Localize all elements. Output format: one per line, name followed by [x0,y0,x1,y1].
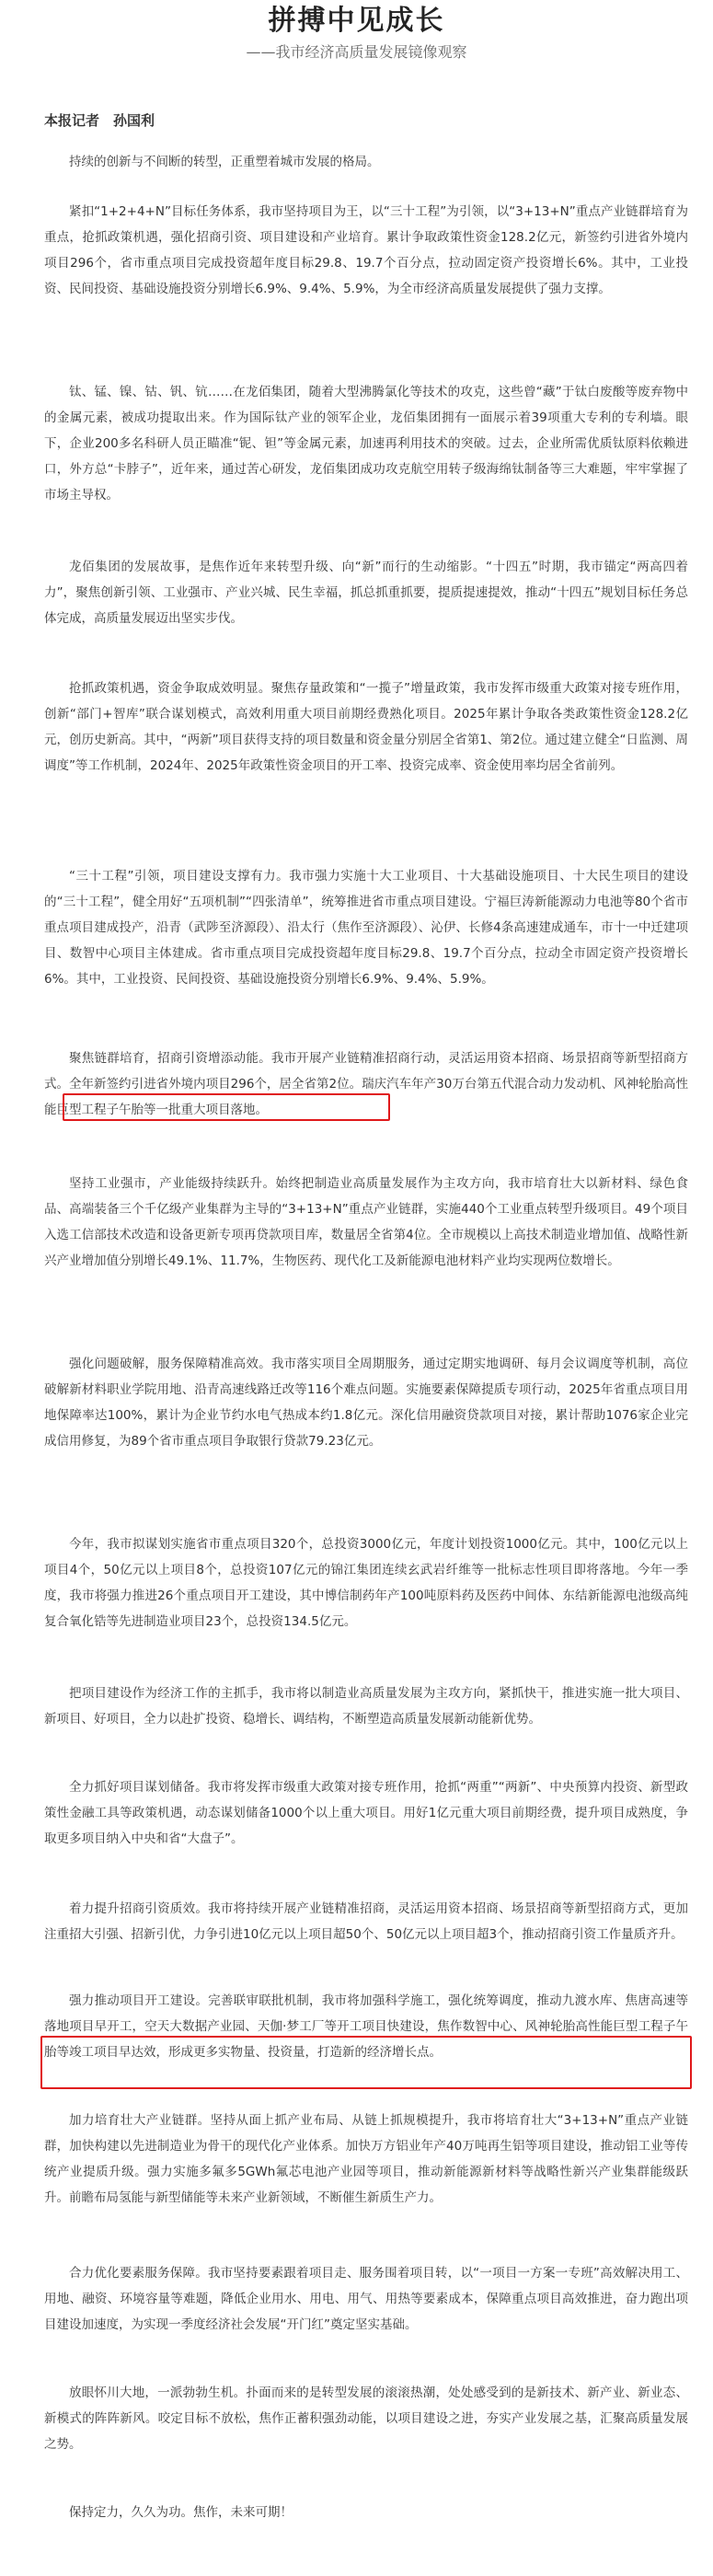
paragraph-12: 全力抓好项目谋划储备。我市将发挥市级重大政策对接专班作用，抢抓“两重”“两新”、中央预算内投资、新型政策性金融工具等政策机遇，动态谋划储备1000个以上重大项目。用好1亿元重大项目前期经费，提升项目成熟度，争取更多项目纳入中央和省“大盘子”。 [44,1780,688,1846]
paragraph-1: 持续的创新与不间断的转型，正重塑着城市发展的格局。 [69,155,380,169]
article-byline: 本报记者 孙国利 [44,112,155,129]
paragraph-2: 紧扣“1+2+4+N”目标任务体系，我市坚持项目为王，以“三十工程”为引领，以“3+13+N”重点产业链群培育为重点，抢抓政策机遇，强化招商引资、项目建设和产业培育。累计争取政策性资金128.2亿元，新签约引进省外境内项目296个，省市重点项目完成投资超年度目标29.8、19.7个百分点，拉动固定资产投资增长6%。其中，工业投资、民间投资、基础设施投资分别增长6.9%、9.4%、5.9%，为全市经济高质量发展提供了强力支撑。 [44,204,688,296]
paragraph-11: 把项目建设作为经济工作的主抓手，我市将以制造业高质量发展为主攻方向，紧抓快干，推进实施一批大项目、新项目、好项目，全力以赴扩投资、稳增长、调结构，不断塑造高质量发展新动能新优势。 [44,1686,688,1727]
paragraph-7: 聚焦链群培育，招商引资增添动能。我市开展产业链精准招商行动，灵活运用资本招商、场景招商等新型招商方式。全年新签约引进省外境内项目296个，居全省第2位。瑞庆汽车年产30万台第五代混合动力发动机、风神轮胎高性能巨型工程子午胎等一批重大项目落地。 [44,1051,688,1117]
paragraph-16: 合力优化要素服务保障。我市坚持要素跟着项目走、服务围着项目转，以“一项目一方案一专班”高效解决用工、用地、融资、环境容量等难题，降低企业用水、用电、用气、用热等要素成本，保障重点项目高效推进，奋力跑出项目建设加速度，为实现一季度经济社会发展“开门红”奠定坚实基础。 [44,2266,688,2332]
paragraph-14: 强力推动项目开工建设。完善联审联批机制，我市将加强科学施工，强化统筹调度，推动九渡水库、焦唐高速等落地项目早开工，空天大数据产业园、天伽·梦工厂等开工项目快建设，焦作数智中心、风神轮胎高性能巨型工程子午胎等竣工项目早达效，形成更多实物量、投资量，打造新的经济增长点。 [44,1993,688,2060]
paragraph-4: 龙佰集团的发展故事，是焦作近年来转型升级、向“新”而行的生动缩影。“十四五”时期，我市锚定“两高四着力”，聚焦创新引领、工业强市、产业兴城、民生幸福，抓总抓重抓要，提质提速提效，推动“十四五”规划目标任务总体完成，高质量发展迈出坚实步伐。 [44,560,688,626]
paragraph-15: 加力培育壮大产业链群。坚持从面上抓产业布局、从链上抓规模提升，我市将培育壮大“3+13+N”重点产业链群，加快构建以先进制造业为骨干的现代化产业体系。加快万方铝业年产40万吨再生铝等项目建设，推动铝工业等传统产业提质升级。强力实施多氟多5GWh氟芯电池产业园等项目，推动新能源新材料等战略性新兴产业集群能级跃升。前瞻布局氢能与新型储能等未来产业新领域，不断催生新质生产力。 [44,2113,688,2205]
paragraph-8: 坚持工业强市，产业能级持续跃升。始终把制造业高质量发展作为主攻方向，我市培育壮大以新材料、绿色食品、高端装备三个千亿级产业集群为主导的“3+13+N”重点产业链群，实施440个工业重点转型升级项目。49个项目入选工信部技术改造和设备更新专项再贷款项目库，数量居全省第4位。全市规模以上高技术制造业增加值、战略性新兴产业增加值分别增长49.1%、11.7%，生物医药、现代化工及新能源电池材料产业均实现两位数增长。 [44,1176,688,1268]
paragraph-17: 放眼怀川大地，一派勃勃生机。扑面而来的是转型发展的滚滚热潮，处处感受到的是新技术、新产业、新业态、新模式的阵阵新风。咬定目标不放松，焦作正蓄积强劲动能，以项目建设之进，夯实产业发展之基，汇聚高质量发展之势。 [44,2385,688,2452]
paragraph-6: “三十工程”引领，项目建设支撑有力。我市强力实施十大工业项目、十大基础设施项目、十大民生项目的建设的“三十工程”，健全用好“五项机制”“四张清单”，统筹推进省市重点项目建设。宁福巨涛新能源动力电池等80个省市重点项目建成投产，沿青（武陟至济源段）、沿太行（焦作至济源段）、沁伊、长修4条高速建成通车，市十一中迁建项目、数智中心项目主体建成。省市重点项目完成投资超年度目标29.8、19.7个百分点，拉动全市固定资产投资增长6%。其中，工业投资、民间投资、基础设施投资分别增长6.9%、9.4%、5.9%。 [44,869,688,987]
article-title: 拼搏中见成长 [268,5,445,37]
paragraph-13: 着力提升招商引资质效。我市将持续开展产业链精准招商，灵活运用资本招商、场景招商等新型招商方式，更加注重招大引强、招新引优，力争引进10亿元以上项目超50个、50亿元以上项目超3个，推动招商引资工作量质齐升。 [44,1901,688,1942]
paragraph-9: 强化问题破解，服务保障精准高效。我市落实项目全周期服务，通过定期实地调研、每月会议调度等机制，高位破解新材料职业学院用地、沿青高速线路迁改等116个难点问题。实施要素保障提质专项行动，2025年省重点项目用地保障率达100%，累计为企业节约水电气热成本约1.8亿元。深化信用融资贷款项目对接，累计帮助1076家企业完成信用修复，为89个省市重点项目争取银行贷款79.23亿元。 [44,1357,688,1449]
paragraph-5: 抢抓政策机遇，资金争取成效明显。聚焦存量政策和“一揽子”增量政策，我市发挥市级重大政策对接专班作用，创新“部门+智库”联合谋划模式，高效利用重大项目前期经费熟化项目。2025年累计争取各类政策性资金128.2亿元，创历史新高。其中，“两新”项目获得支持的项目数量和资金量分别居全省第1、第2位。通过建立健全“日监测、周调度”等工作机制，2024年、2025年政策性资金项目的开工率、投资完成率、资金使用率均居全省前列。 [44,681,688,773]
paragraph-3: 钛、锰、镍、钴、钒、钪……在龙佰集团，随着大型沸腾氯化等技术的攻克，这些曾“藏”于钛白废酸等废弃物中的金属元素，被成功提取出来。作为国际钛产业的领军企业，龙佰集团拥有一面展示着39项重大专利的专利墙。眼下，企业200多名科研人员正瞄准“铌、钽”等金属元素，加速再利用技术的突破。过去，企业所需优质钛原料依赖进口，外方总“卡脖子”，近年来，通过苦心研发，龙佰集团成功攻克航空用转子级海绵钛制备等三大难题，牢牢掌握了市场主导权。 [44,385,688,502]
article-subtitle: ——我市经济高质量发展镜像观察 [246,43,467,61]
paragraph-10: 今年，我市拟谋划实施省市重点项目320个，总投资3000亿元，年度计划投资1000亿元。其中，100亿元以上项目4个，50亿元以上项目8个，总投资107亿元的锦江集团连续玄武岩纤维等一批标志性项目即将落地。今年一季度，我市将强力推进26个重点项目开工建设，其中博信制药年产100吨原料药及医药中间体、东结新能源电池级高纯复合氧化锆等先进制造业项目23个，总投资134.5亿元。 [44,1537,688,1629]
paragraph-18: 保持定力，久久为功。焦作，未来可期！ [69,2505,293,2520]
